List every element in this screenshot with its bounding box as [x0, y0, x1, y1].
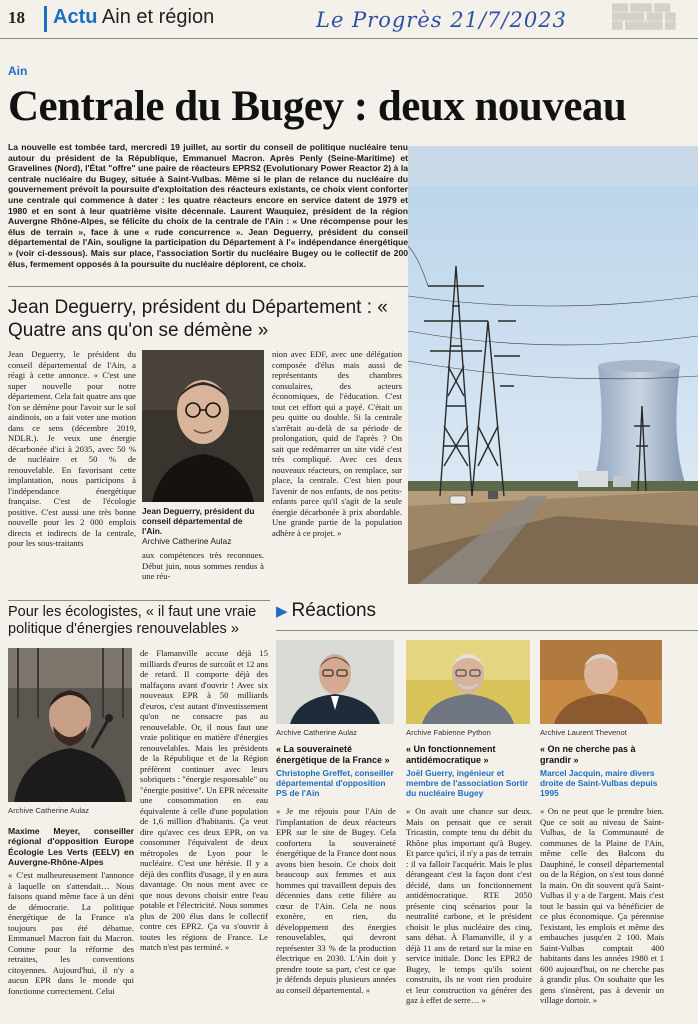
- meyer-photo-credit: Archive Catherine Aulaz: [8, 806, 90, 815]
- greffet-name: Christophe Greffet, conseiller départemental d'opposition PS de l'Ain: [276, 768, 394, 798]
- ecologists-column-1: « C'est malheureusement l'annonce à laquelle on s'attendait… Nous faisons quand même face à un déni de démocratie. La politique énergétique de la France n'a toujours pas été débattue. Emmanuel Macron fait du Macron. Comme pour la réforme des retraites, les conventions citoyennes. Aujourd'hui, il n'y a aucun EPR dans le monde qui fonctionne correctement. Celui: [8, 870, 134, 996]
- meyer-portrait-illustration: [8, 648, 132, 802]
- nuclear-plant-photo: [408, 146, 698, 584]
- deguerry-portrait-illustration: [142, 350, 264, 502]
- greffet-portrait: [276, 640, 394, 724]
- triangle-right-icon: ▶: [276, 603, 288, 620]
- subsection-name: Ain et région: [101, 6, 215, 28]
- header-rule: [0, 38, 698, 39]
- jacquin-portrait: [540, 640, 662, 724]
- section-name: Actu: [53, 6, 98, 28]
- deguerry-caption-name: Jean Deguerry, président du conseil départemental de l'Ain.: [142, 506, 255, 536]
- section-divider: [44, 6, 47, 32]
- page-number: 18: [8, 8, 25, 27]
- section-rule-reactions: [276, 630, 698, 631]
- jacquin-name: Marcel Jacquin, maire divers droite de Saint-Vulbas depuis 1995: [540, 768, 658, 798]
- meyer-lead: Maxime Meyer, conseiller régional d'opposition Europe Écologie Les Verts (EELV) en Auvergne-Rhône-Alpes: [8, 826, 134, 868]
- guerry-name: Joël Guerry, ingénieur et membre de l'association Sortir du nucléaire Bugey: [406, 768, 529, 798]
- guerry-photo-credit: Archive Fabienne Python: [406, 728, 491, 737]
- deguerry-column-3: nion avec EDF, avec une délégation composée d'élus mais aussi de représentants des chambres consulaires, des acteurs économiques, de l'éducation. C'est tout cet effort qui a payé. C'était un peu quitte ou double. Si la centrale s'arrêtait au-delà de sa période de prolongation, quid de l'après ? On sait que redémarrer un site vidé c'est très compliqué. Avec ces deux nouveaux réacteurs, on remplace, sur place, la centrale. C'est bien pour l'avenir de nos enfants, de nos petits-enfants parce qu'il s'agit de la seule énergie décarbonée à prix abordable. Une grande partie de la population adhère à ce projet. »: [272, 349, 402, 538]
- guerry-body: « On avait une chance sur deux. Mais on pensait que ce serait Tricastin, compte tenu du débit du Rhône plus important qu'à Bugey. Et parce qu'ici, il n'y a pas de terrain : il va falloir l'acquérir. Mais le plus dérangeant c'est la façon dont c'est décidé, dans un fonctionnement antidémocratique. RTE 2050 présente cinq scénarios pour la neutralité carbone, et le président choisit le plus nucléaire des cinq, sans débat. À Flamanville, il y a déjà 11 ans de retard sur la mise en service initiale. Donc les EPR2 de Bugey, le temps qu'ils soient construits, ils ne vont rien produire et leur construction va générer des gaz à effet de serre… »: [406, 806, 532, 1005]
- ecologists-column-2: de Flamanville accuse déjà 15 milliards d'euros de surcoût et 12 ans de retard. Il comporte déjà des malfaçons avant d'ouvrir ! Avec six nouveaux EPR à 50 milliards d'euros, c'est autant d'investissement qu'on ne consacre pas au renouvelable. Or, il nous faut une vraie politique en matière d'énergies renouvelables. Mais les présidents de la République et de la Région préfèrent continuer avec leurs sobriquets : "énergie responsable" ou "énergie positive". Un EPR nécessite une consommation en eau équivalente à celle d'une population de 1,6 million d'habitants. Ça veut dire qu'avec ces deux EPR, on va consommer l'équivalent de deux métropoles de Lyon pour le nucléaire. C'est une hérésie. Il y a déjà des conflits d'usage, il y en aura davantage. On nous ment avec ce que nous devons choisir entre l'eau potable et l'électricité. Nous sommes plus de 200 élus dans le collectif contre ces EPR2. Ça va s'ouvrir à toutes les régions de France. Le match n'est pas terminé. »: [140, 648, 268, 952]
- jacquin-photo-credit: Archive Laurent Thevenot: [540, 728, 627, 737]
- deguerry-caption: [142, 506, 264, 546]
- guerry-portrait-illustration: [406, 640, 530, 724]
- handwritten-note: Le Progrès 21/7/2023: [316, 8, 567, 32]
- greffet-portrait-illustration: [276, 640, 394, 724]
- deguerry-column-2: aux compétences très reconnues. Début juin, nous sommes rendus à une réu-: [142, 550, 264, 581]
- deguerry-column-1: Jean Deguerry, le président du conseil départemental de l'Ain, a réagi à cette annonce. « C'est une super nouvelle pour notre département. Cela fait quatre ans que l'on se démène pour l'avoir sur le sol aindinois, on a fait voter une motion dans ce sens (décembre 2019, NDLR.). Je veux une énergie décarbonée d'ici à 2035, avec 50 % de nucléaire et 50 % de renouvelable. En favorisant cette implantation, nous participons à l'indépendance énergétique française. C'est de l'écologie positive. C'est aussi une très bonne nouvelle pour les 2 000 emplois directs et indirects de la centrale, pour les sous-traitants: [8, 349, 136, 548]
- nuclear-plant-photo-illustration: [408, 146, 698, 584]
- greffet-body: « Je me réjouis pour l'Ain de l'implantation de deux réacteurs EPR sur le site de Bugey. Cela confortera la souveraineté énergétique de la France dont nous avons bien besoin. Ce choix doit beaucoup aux femmes et aux hommes qui travaillent depuis des décennies dans cette filière au cœur de l'Ain. Cela ne nous exonère, en rien, du développement des énergies renouvelables, qui devront représenter 33 % de la production électrique en 2030. L'Ain doit y prendre toute sa part, c'est ce que je défends depuis plusieurs années au conseil départemental. »: [276, 806, 396, 995]
- deguerry-caption-credit: Archive Catherine Aulaz: [142, 536, 232, 546]
- guerry-portrait: [406, 640, 530, 724]
- ecologists-headline: Pour les écologistes, « il faut une vraie politique d'énergies renouvelables »: [8, 604, 257, 637]
- meyer-portrait: [8, 648, 132, 802]
- guerry-quote-title: « Un fonctionnement antidémocratique »: [406, 744, 496, 765]
- section-label: [53, 6, 214, 29]
- article-tag: Ain: [8, 64, 28, 78]
- section-rule-ecologists: [8, 600, 270, 601]
- jacquin-body: « On ne peut que le prendre bien. Que ce soit au niveau de Saint-Vulbas, de la Communauté de communes de la Plaine de l'Ain, même celle des Balcons du Dauphiné, le conseil départemental ou de la Région, on s'est tous donné la main. On dit souvent qu'à Saint-Vulbas il y a de l'argent. Mais c'est tout le bassin qui va bénéficier de ce plus économique. Ça pérennise l'existant, les emplois et même des embauches jusqu'en 2 100. Mais Saint-Vulbas comptait 400 habitants dans les années 1980 et 1 600 aujourd'hui, on ne cherche pas à grandir plus. On souhaite que les gens s'insèrent, pas à devenir un village dortoir. »: [540, 806, 664, 1005]
- reactions-title: Réactions: [291, 600, 377, 621]
- greffet-quote-title: « La souveraineté énergétique de la France »: [276, 744, 390, 765]
- deguerry-portrait: [142, 350, 264, 502]
- article-headline: Centrale du Bugey : deux nouveau: [8, 83, 627, 130]
- jacquin-quote-title: « On ne cherche pas à grandir »: [540, 744, 636, 765]
- greffet-photo-credit: Archive Catherine Aulaz: [276, 728, 358, 737]
- article-intro: La nouvelle est tombée tard, mercredi 19 juillet, au sortir du conseil de politique nucléaire tenu autour du président de la République, Emmanuel Macron. Après Penly (Seine-Maritime) et Gravelines (Nord), l'État "offre" une paire de réacteurs EPRS2 (Evolutionary Power Reactor 2) à la centrale nucléaire du Bugey, située à Saint-Vulbas. Même si le plan de relance du nucléaire du gouvernement prévoit la poursuite d'exploitation des réacteurs existants, ce choix vient conforter une centrale qui commence à dater : les quatre réacteurs encore en service datent de 1979 et 1980 et en sont à leur quatrième visite décennale. Laurent Wauquiez, président de la région Auvergne Rhône-Alpes, se félicite du choix de la centrale de l'Ain : « Une récompense pour les élus de terrain », face à une « rude concurrence ». Jean Deguerry, président du conseil départemental de l'Ain, souligne la participation du Département à l'« indépendance énergétique » (voir ci-dessous). Mais sur place, l'association Sortir du nucléaire Bugey ou le collectif de 200 élus, fermement opposés à la poursuite du nucléaire déplorent, ce choix.: [8, 142, 408, 269]
- bleed-through-text: ▒▒▒ ▒▒▒▒ ▒▒▒ ▒▒▒▒▒▒ ▒▒▒ ▒▒ ▒▒ ▒▒▒▒▒▒▒ ▒▒: [612, 4, 676, 30]
- jacquin-portrait-illustration: [540, 640, 662, 724]
- deguerry-headline: Jean Deguerry, président du Département : « Quatre ans qu'on se démène »: [8, 297, 388, 341]
- reactions-header: [276, 600, 376, 622]
- section-rule-deguerry: [8, 286, 408, 287]
